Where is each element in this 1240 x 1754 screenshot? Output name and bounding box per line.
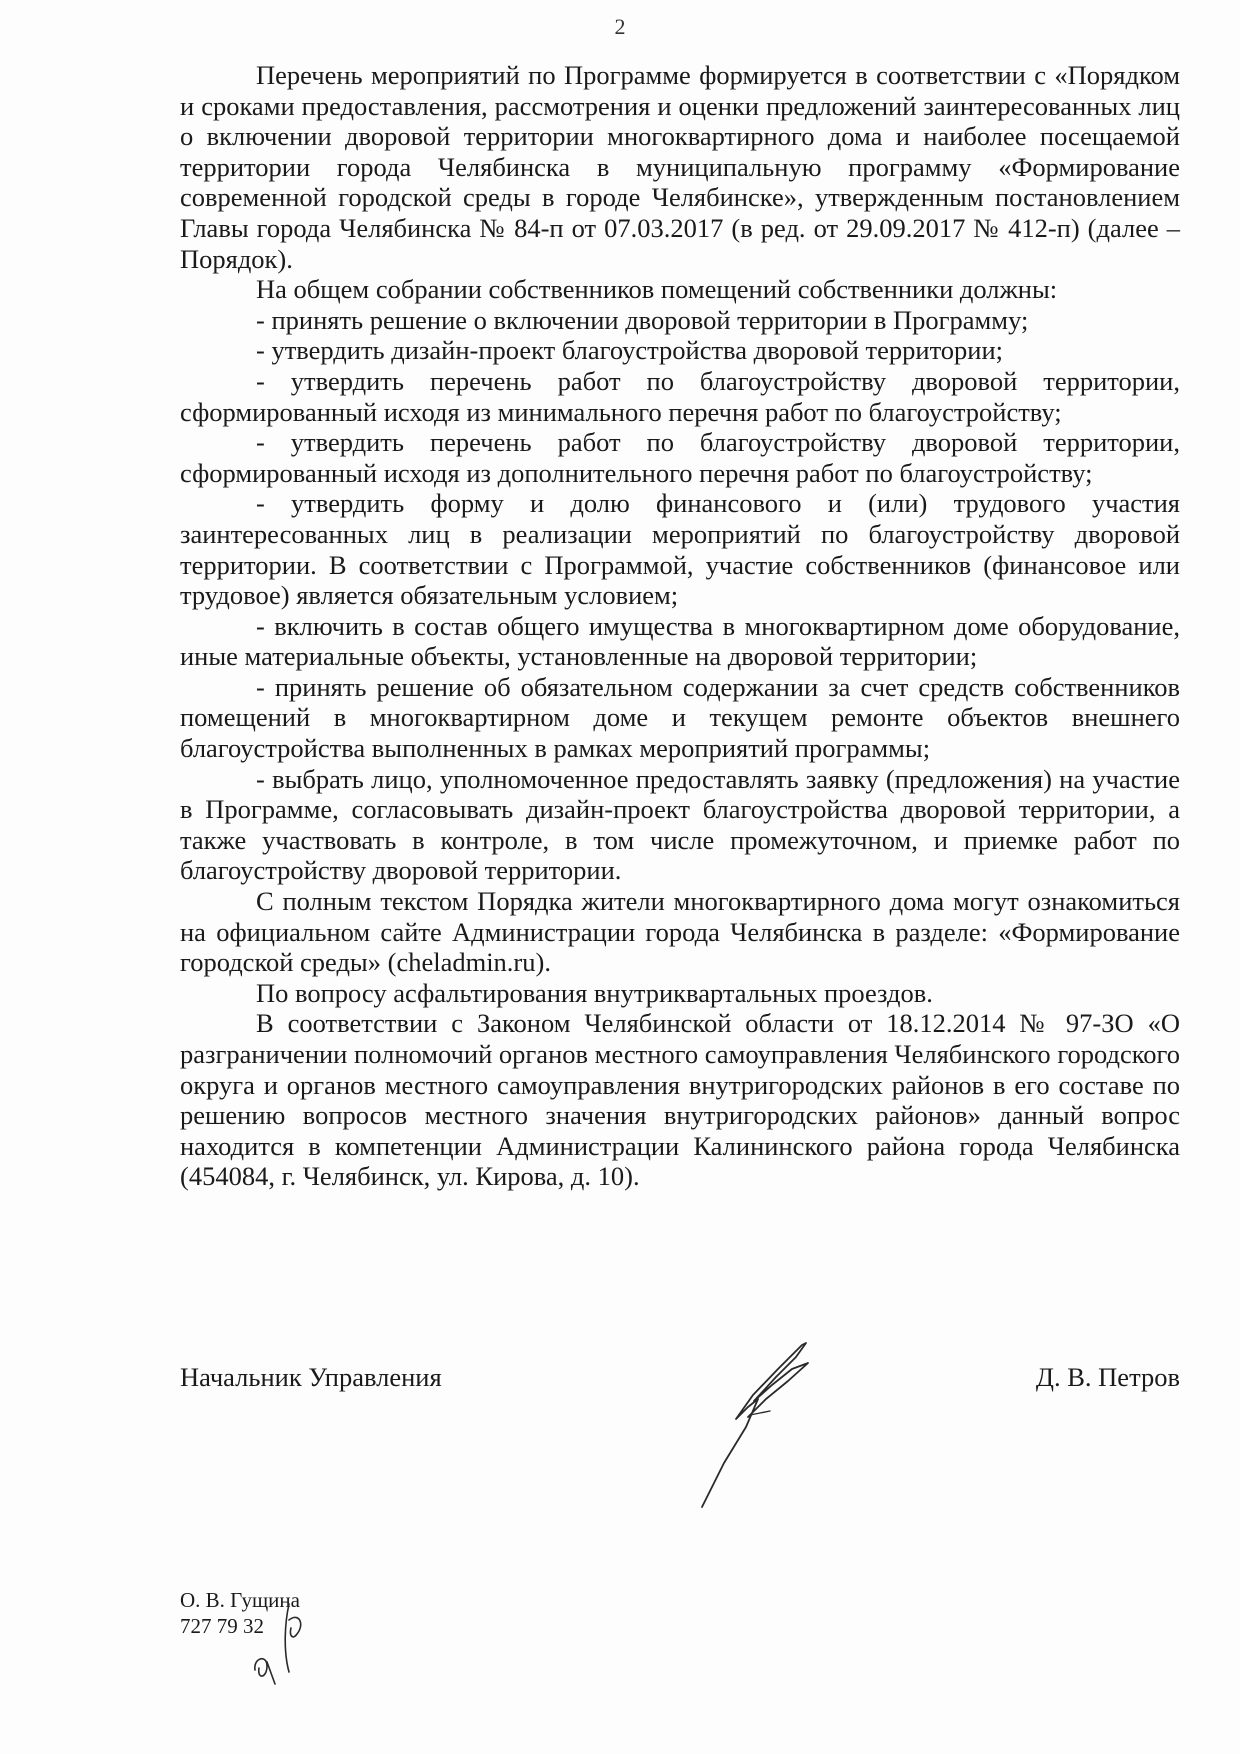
list-item-maintenance-decision: - принять решение об обязательном содержании за счет средств собственников помещений в многоквартирном доме и текущем ремонте объектов внешнего благоустройства выполненных в рамках мероприятий программы; — [180, 671, 1180, 764]
paragraph-full-text-link: С полным текстом Порядка жители многоквартирного дома могут ознакомиться на официальном сайте Администрации города Челябинска в разделе: «Формирование городской среды» (cheladmin.ru). — [180, 886, 1180, 978]
list-item-approve-additional-works: - утвердить перечень работ по благоустройству дворовой территории, сформированный исходя из дополнительного перечня работ по благоустройству; — [180, 427, 1180, 488]
signature-block — [180, 1362, 1180, 1402]
paragraph-law-reference: В соответствии с Законом Челябинской области от 18.12.2014 № 97-ЗО «О разграничении полномочий органов местного самоуправления Челябинского городского округа и органов местного самоуправления внутригородских районов в его составе по решению вопросов местного значения внутригородских районов» данный вопрос находится в компетенции Администрации Калининского района города Челябинска (454084, г. Челябинск, ул. Кирова, д. 10). — [180, 1008, 1180, 1192]
list-item-include-property: - включить в состав общего имущества в многоквартирном доме оборудование, иные материальные объекты, установленные на дворовой территории; — [180, 610, 1180, 672]
paragraph-owners-meeting: На общем собрании собственников помещений собственники должны: — [256, 274, 1058, 305]
list-item-approve-participation: - утвердить форму и долю финансового и (или) трудового участия заинтересованных лиц в реализации мероприятий по благоустройству дворовой территории. В соответствии с Программой, участие собственников (финансовое или трудовое) является обязательным условием; — [180, 488, 1180, 611]
list-item-approve-minimal-works: - утвердить перечень работ по благоустройству дворовой территории, сформированный исходя из минимального перечня работ по благоустройству; — [180, 365, 1180, 427]
paragraph-asphalt-question: По вопросу асфальтирования внутриквартальных проездов. — [256, 977, 933, 1008]
list-item-approve-design: - утвердить дизайн-проект благоустройства дворовой территории; — [256, 335, 1004, 366]
letter-body — [180, 60, 1180, 1192]
signatory-name: Д. В. Петров — [1035, 1362, 1180, 1392]
list-item-choose-representative: - выбрать лицо, уполномоченное предоставлять заявку (предложения) на участие в Программе, согласовывать дизайн-проект благоустройства дворовой территории, а также участвовать в контроле, в том числе промежуточном, и приемке работ по благоустройству дворовой территории. — [180, 763, 1180, 886]
signatory-title: Начальник Управления — [180, 1362, 442, 1392]
list-item-include-territory: - принять решение о включении дворовой территории в Программу; — [256, 304, 1029, 335]
executor-name: О. В. Гущина — [180, 1588, 300, 1612]
handwritten-initials — [245, 1600, 325, 1690]
handwritten-signature — [690, 1335, 840, 1515]
paragraph-program-list: Перечень мероприятий по Программе формируется в соответствии с «Порядком и сроками предоставления, рассмотрения и оценки предложений заинтересованных лиц о включении дворовой территории многоквартирного дома и наиболее посещаемой территории города Челябинска в муниципальную программу «Формирование современной городской среды в городе Челябинске», утвержденным постановлением Главы города Челябинска № 84-п от 07.03.2017 (в ред. от 29.09.2017 № 412-п) (далее – Порядок). — [180, 60, 1180, 274]
page-number: 2 — [614, 14, 626, 39]
executor-phone: 727 79 32 — [180, 1614, 264, 1638]
